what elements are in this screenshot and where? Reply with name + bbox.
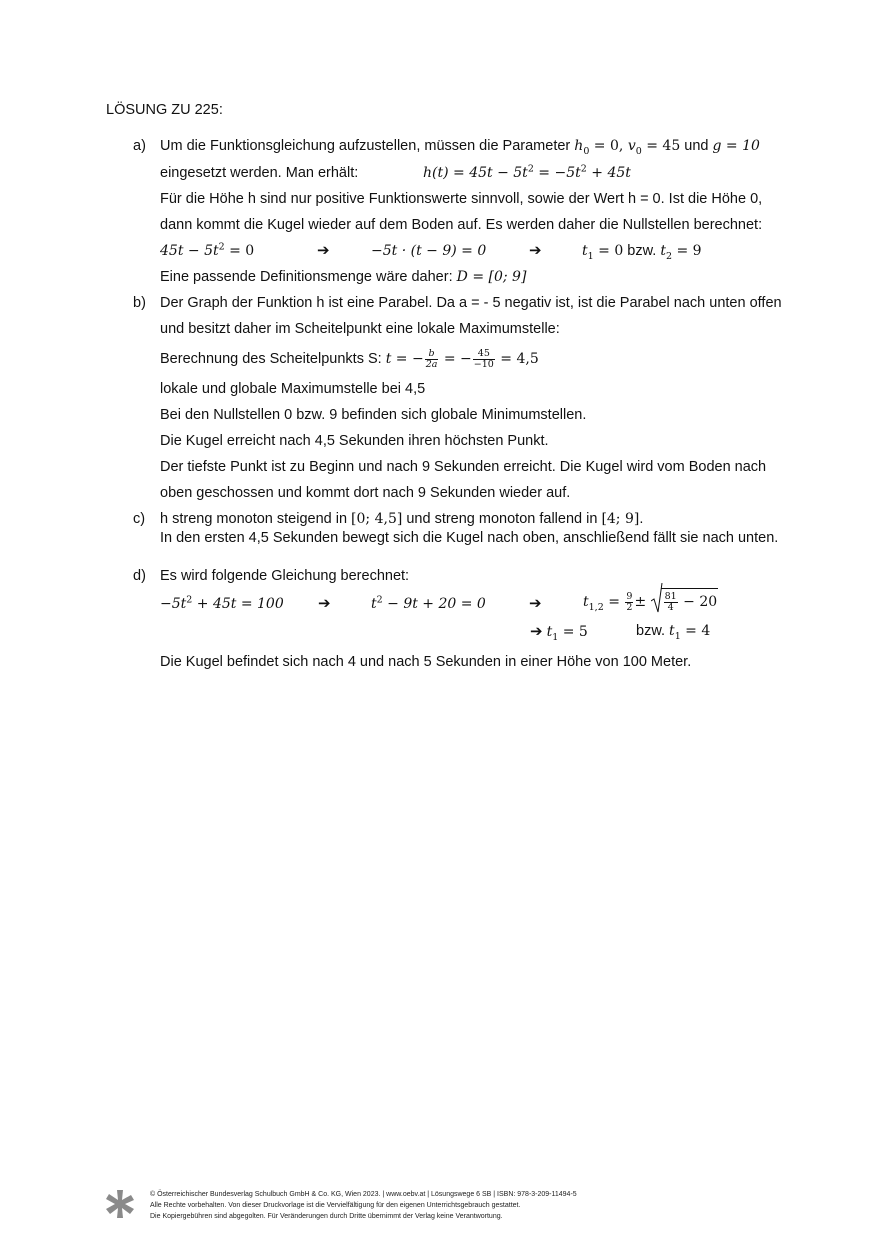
section-b-line4: lokale und globale Maximumstelle bei 4,5 [160,381,426,397]
section-b-line2: und besitzt daher im Scheitelpunkt eine lokale Maximumstelle: [160,321,560,337]
section-d-line1: Es wird folgende Gleichung berechnet: [160,568,410,584]
section-b-line7: Der tiefste Punkt ist zu Beginn und nach 9 Sekunden erreicht. Die Kugel wird vom Boden nach [160,459,767,475]
equation-d-1: $-5t^2 + 45t = 100$ [160,594,284,612]
page-title: LÖSUNG ZU 225: [106,102,223,118]
arrow-right-icon: ➔ [530,622,543,640]
section-b-line1: Der Graph der Funktion h ist eine Parabel. Da a = - 5 negativ ist, ist die Parabel nach unten offen [160,295,782,311]
definition-line: Eine passende Definitionsmenge wäre daher: D = [0; 9] [160,269,527,285]
section-a-line1: Um die Funktionsgleichung aufzustellen, müssen die Parameter $h_0 = 0$, $v_0 = 45$ und g = 10 [160,138,760,157]
solution-line-2: bzw. $t_1 = 4$ [636,623,711,642]
section-c-line2: In den ersten 4,5 Sekunden bewegt sich die Kugel nach oben, anschließend fällt sie nach unten. [160,530,779,546]
arrow-right-icon: ➔ [529,241,542,259]
equation-zero-2: −5t · (t − 9) = 0 [371,243,487,259]
section-d-conclusion: Die Kugel befindet sich nach 4 und nach 5 Sekunden in einer Höhe von 100 Meter. [160,654,692,670]
section-c-line1: h streng monoton steigend in [0; 4,5] und streng monoton fallend in [4; 9]. [160,511,644,527]
solution-line: ➔ $t_1 = 5$ [530,622,588,643]
section-c-label: c) [133,511,146,527]
footer-copyright: © Österreichischer Bundesverlag Schulbuch GmbH & Co. KG, Wien 2023. | www.oebv.at | Lösungswege 6 SB | ISBN: 978-3-209-11494-5 [150,1191,577,1198]
section-b-label: b) [133,295,146,311]
section-a-line3: Für die Höhe h sind nur positive Funktionswerte sinnvoll, sowie der Wert h = 0. Ist die Höhe 0, [160,191,763,207]
section-b-line6: Die Kugel erreicht nach 4,5 Sekunden ihren höchsten Punkt. [160,433,549,449]
section-a-line2: eingesetzt werden. Man erhält: [160,165,359,181]
equation-zero-1: $45t - 5t^2 = 0$ [160,241,255,259]
section-a-line4: dann kommt die Kugel wieder auf dem Boden auf. Es werden daher die Nullstellen berechnet: [160,217,763,233]
equation-zero-3: $t_1 = 0$ bzw. $t_2 = 9$ [582,243,702,262]
sqrt-icon: $\frac{81}{4}$ − 20 [651,585,719,619]
section-d-label: d) [133,568,146,584]
arrow-right-icon: ➔ [529,594,542,612]
arrow-right-icon: ➔ [317,241,330,259]
equation-h: $h(t) = 45t - 5t^2 = -5t^2 + 45t$ [423,163,631,181]
section-b-line5: Bei den Nullstellen 0 bzw. 9 befinden sich globale Minimumstellen. [160,407,587,423]
publisher-logo-icon [104,1188,136,1225]
arrow-right-icon: ➔ [318,594,331,612]
footer-rights: Alle Rechte vorbehalten. Von dieser Druckvorlage ist die Vervielfältigung für den eigenen Unterrichtsgebrauch gestattet. [150,1202,521,1209]
footer-disclaimer: Die Kopiergebühren sind abgegolten. Für Veränderungen durch Dritte übernimmt der Verlag keine Verantwortung. [150,1213,503,1220]
vertex-calculation: Berechnung des Scheitelpunkts S: t = − $\frac{b}{2a}$ = − $\frac{45}{-10}$ = 4,5 [160,347,539,370]
equation-d-3: $t_{1,2}$ = $\frac{9}{2}$ ± $\frac{81}{4}$ − 20 [583,585,718,619]
section-b-line8: oben geschossen und kommt dort nach 9 Sekunden wieder auf. [160,485,571,501]
equation-d-2: $t^2 - 9t + 20 = 0$ [371,594,486,612]
section-a-label: a) [133,138,146,154]
